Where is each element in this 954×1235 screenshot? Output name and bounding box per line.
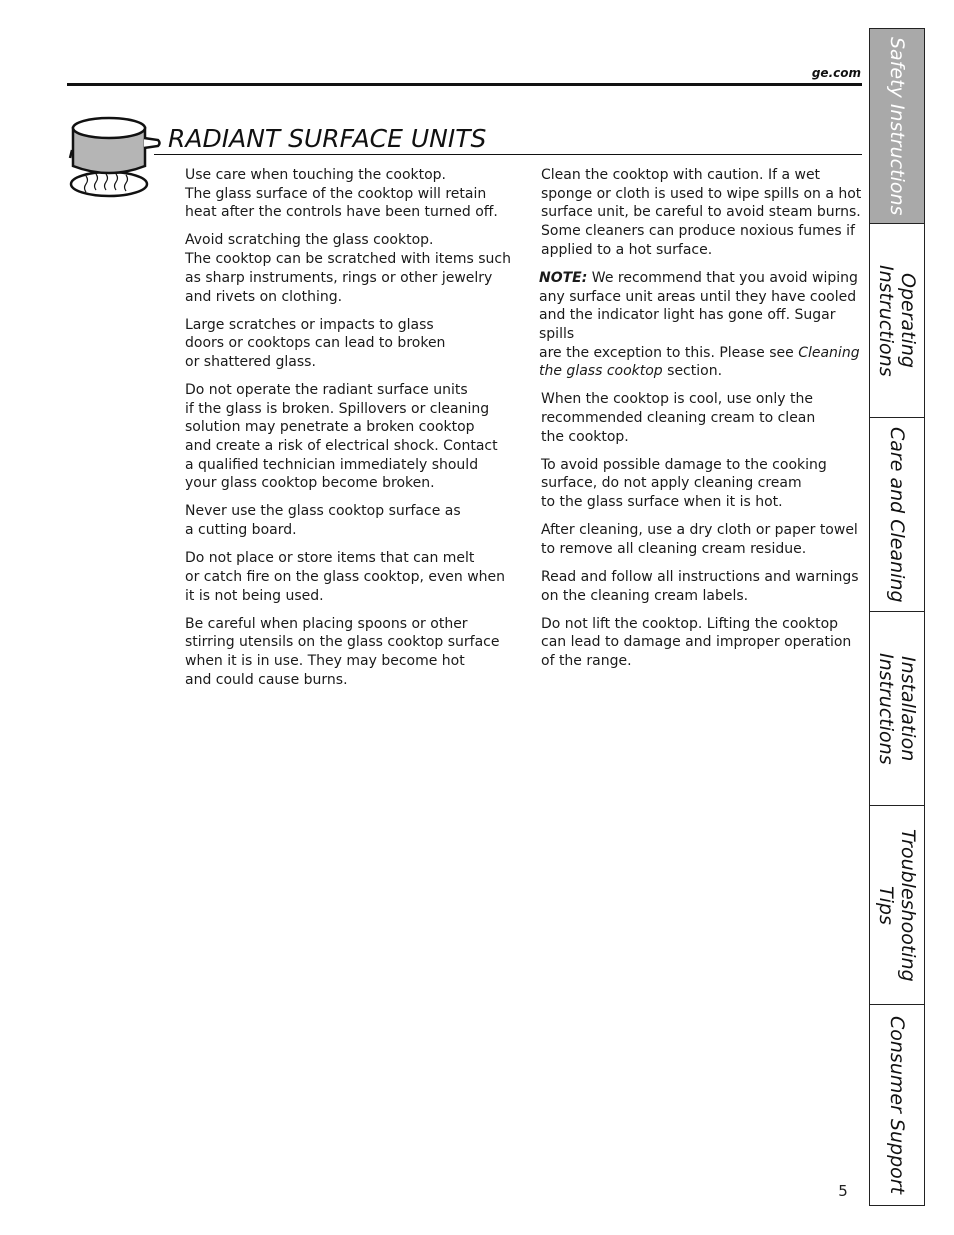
paragraph: After cleaning, use a dry cloth or paper towel to remove all cleaning cream residue. [541, 522, 858, 557]
left-column [185, 166, 525, 699]
note-reference: Cleaning the glass cooktop [539, 344, 860, 380]
site-url: ge.com [811, 66, 861, 80]
tab-label: Consumer Support [886, 1015, 908, 1195]
title-rule [154, 154, 862, 155]
cooking-pot-icon [64, 110, 164, 202]
paragraph: Clean the cooktop with caution. If a wet sponge or cloth is used to wipe spills on a hot surface unit, be careful to avoid steam burns. Some cleaners can produce noxious fumes if applied to a hot surface. [541, 167, 862, 258]
tab-label: Installation Instructions [875, 652, 919, 765]
section-tabs [869, 28, 925, 1206]
paragraph: Do not operate the radiant surface units if the glass is broken. Spillovers or cleaning solution may penetrate a broken cooktop and create a risk of electrical shock. Contact a qualified technician immediately should your glass cooktop become broken. [185, 381, 498, 492]
tab-care-and-cleaning[interactable] [870, 418, 924, 612]
paragraph: Use care when touching the cooktop. The glass surface of the cooktop will retain heat after the controls have been turned off. [185, 167, 498, 221]
paragraph: Read and follow all instructions and warnings on the cleaning cream labels. [541, 568, 859, 604]
tab-label: Safety Instructions [886, 36, 908, 216]
tab-operating-instructions[interactable] [870, 224, 924, 418]
tab-label: Care and Cleaning [886, 426, 908, 603]
header-rule [67, 83, 862, 86]
tab-consumer-support[interactable] [870, 1005, 924, 1205]
note-label: NOTE: [539, 269, 588, 286]
page-number: 5 [838, 1182, 848, 1200]
paragraph: When the cooktop is cool, use only the recommended cleaning cream to clean the cooktop. [541, 391, 816, 445]
paragraph: Do not lift the cooktop. Lifting the cooktop can lead to damage and improper operation of the range. [541, 615, 852, 669]
note-text: We recommend that you avoid wiping any surface unit areas until they have cooled and the indicator light has gone off. Sugar spills are the exception to this. Please see [539, 269, 858, 361]
note-paragraph [539, 269, 864, 381]
paragraph: Avoid scratching the glass cooktop. The cooktop can be scratched with items such as sharp instruments, rings or other jewelry and rivets on clothing. [185, 232, 511, 305]
paragraph: Never use the glass cooktop surface as a cutting board. [185, 503, 461, 539]
section-title: RADIANT SURFACE UNITS [168, 124, 487, 153]
note-tail: section. [662, 363, 723, 380]
right-column [539, 166, 864, 680]
tab-troubleshooting-tips[interactable] [870, 806, 924, 1005]
tab-safety-instructions[interactable] [870, 29, 924, 224]
paragraph: Be careful when placing spoons or other stirring utensils on the glass cooktop surface when it is in use. They may become hot and could cause burns. [185, 615, 500, 688]
tab-label: Troubleshooting Tips [875, 828, 919, 982]
tab-installation-instructions[interactable] [870, 612, 924, 806]
paragraph: Do not place or store items that can melt or catch fire on the glass cooktop, even when it is not being used. [185, 550, 506, 604]
tab-label: Operating Instructions [875, 264, 919, 377]
paragraph: Large scratches or impacts to glass doors or cooktops can lead to broken or shattered glass. [185, 316, 446, 370]
paragraph: To avoid possible damage to the cooking surface, do not apply cleaning cream to the glass surface when it is hot. [541, 456, 827, 511]
